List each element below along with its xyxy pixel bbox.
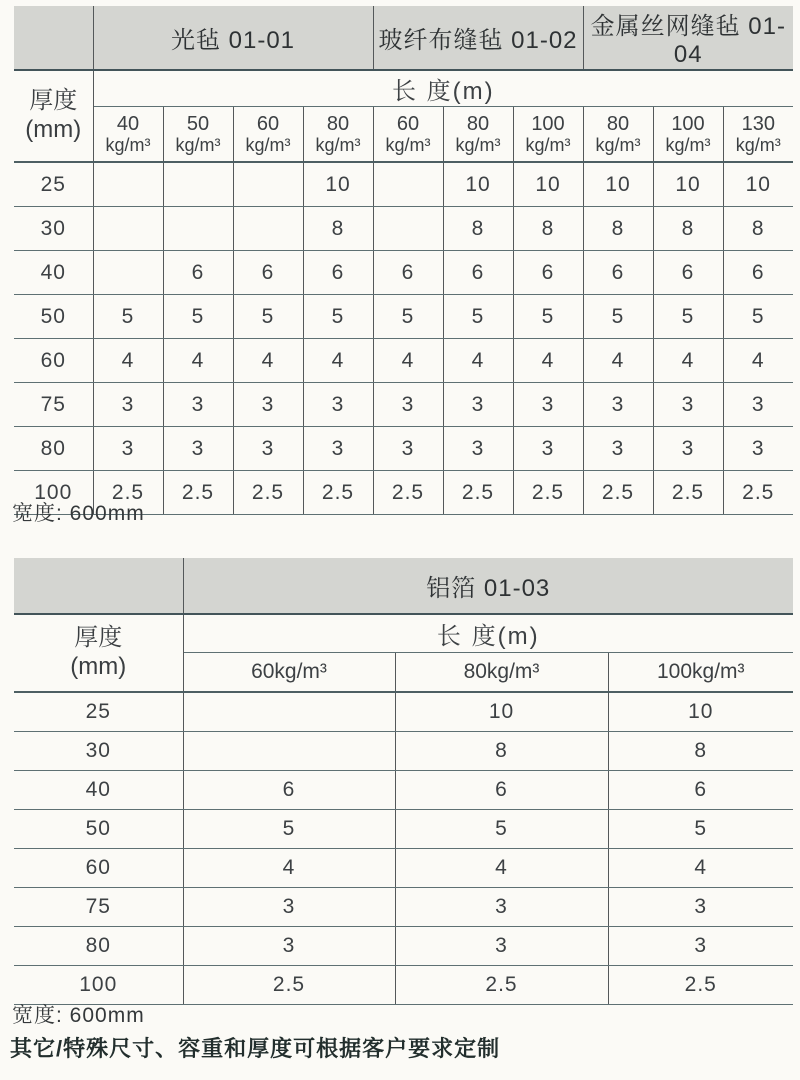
table-row — [14, 383, 793, 427]
table-row — [14, 849, 793, 888]
value-cell: 6 — [723, 251, 793, 295]
length-header: 长 度(m) — [93, 70, 793, 107]
table-row — [14, 207, 793, 251]
value-cell: 6 — [653, 251, 723, 295]
value-cell: 2.5 — [373, 471, 443, 515]
value-cell: 3 — [93, 427, 163, 471]
table-row — [14, 339, 793, 383]
value-cell: 3 — [183, 927, 395, 966]
value-cell: 8 — [653, 207, 723, 251]
thickness-cell: 75 — [14, 383, 93, 427]
value-cell — [183, 732, 395, 771]
value-cell — [93, 162, 163, 207]
value-cell: 3 — [163, 383, 233, 427]
length-header: 长 度(m) — [183, 614, 793, 653]
value-cell: 5 — [303, 295, 373, 339]
value-cell: 10 — [303, 162, 373, 207]
density-header-row — [14, 107, 793, 163]
value-cell: 2.5 — [583, 471, 653, 515]
density-header: 130 kg/m³ — [723, 107, 793, 163]
value-cell — [373, 162, 443, 207]
value-cell: 2.5 — [303, 471, 373, 515]
value-cell: 4 — [395, 849, 608, 888]
value-cell: 4 — [653, 339, 723, 383]
value-cell: 6 — [443, 251, 513, 295]
density-header: 80 kg/m³ — [303, 107, 373, 163]
value-cell: 3 — [303, 383, 373, 427]
value-cell: 4 — [373, 339, 443, 383]
value-cell: 4 — [583, 339, 653, 383]
product-name-aluminum-foil: 铝箔 01-03 — [183, 558, 793, 614]
value-cell: 5 — [653, 295, 723, 339]
value-cell: 3 — [395, 888, 608, 927]
value-cell: 3 — [513, 427, 583, 471]
value-cell: 2.5 — [395, 966, 608, 1005]
value-cell: 3 — [723, 427, 793, 471]
product-name-glasscloth-felt: 玻纤布缝毡 01-02 — [373, 6, 583, 70]
product-header-row — [14, 558, 793, 614]
value-cell: 5 — [163, 295, 233, 339]
value-cell: 5 — [183, 810, 395, 849]
table-row — [14, 927, 793, 966]
value-cell: 4 — [93, 339, 163, 383]
density-header: 60 kg/m³ — [233, 107, 303, 163]
value-cell: 3 — [443, 427, 513, 471]
value-cell: 3 — [513, 383, 583, 427]
thickness-cell: 30 — [14, 732, 183, 771]
value-cell: 6 — [395, 771, 608, 810]
density-header: 60kg/m³ — [183, 653, 395, 693]
thickness-header — [14, 70, 93, 162]
table-row — [14, 810, 793, 849]
value-cell: 4 — [303, 339, 373, 383]
value-cell: 10 — [608, 692, 793, 732]
value-cell: 2.5 — [723, 471, 793, 515]
value-cell: 2.5 — [513, 471, 583, 515]
thickness-cell: 30 — [14, 207, 93, 251]
density-header: 80 kg/m³ — [443, 107, 513, 163]
length-header-row — [14, 70, 793, 107]
thickness-label: 厚度 — [74, 624, 123, 652]
value-cell — [93, 207, 163, 251]
width-note-table2: 宽度: 600mm — [12, 1004, 145, 1027]
thickness-cell: 80 — [14, 427, 93, 471]
footer-note: 其它/特殊尺寸、容重和厚度可根据客户要求定制 — [10, 1036, 501, 1061]
value-cell: 2.5 — [93, 471, 163, 515]
value-cell: 2.5 — [183, 966, 395, 1005]
value-cell: 3 — [443, 383, 513, 427]
value-cell: 5 — [723, 295, 793, 339]
product-name-wiremesh-felt: 金属丝网缝毡 01-04 — [583, 6, 793, 70]
value-cell: 2.5 — [608, 966, 793, 1005]
value-cell: 2.5 — [163, 471, 233, 515]
thickness-cell: 40 — [14, 771, 183, 810]
table-row — [14, 295, 793, 339]
value-cell: 3 — [608, 888, 793, 927]
value-cell: 8 — [395, 732, 608, 771]
density-header: 100 kg/m³ — [513, 107, 583, 163]
value-cell: 6 — [303, 251, 373, 295]
value-cell: 5 — [443, 295, 513, 339]
felt-spec-table — [14, 6, 793, 515]
thickness-header — [14, 614, 183, 692]
value-cell: 4 — [513, 339, 583, 383]
value-cell: 5 — [373, 295, 443, 339]
value-cell: 5 — [608, 810, 793, 849]
thickness-cell: 50 — [14, 295, 93, 339]
thickness-label: 厚度 — [29, 87, 78, 115]
value-cell: 6 — [163, 251, 233, 295]
thickness-cell: 50 — [14, 810, 183, 849]
value-cell: 3 — [608, 927, 793, 966]
value-cell: 2.5 — [443, 471, 513, 515]
value-cell: 8 — [608, 732, 793, 771]
value-cell: 4 — [233, 339, 303, 383]
value-cell — [163, 162, 233, 207]
aluminum-foil-spec-table — [14, 558, 793, 1005]
value-cell — [163, 207, 233, 251]
value-cell: 3 — [233, 383, 303, 427]
width-note-table1: 宽度: 600mm — [12, 502, 145, 525]
value-cell: 8 — [583, 207, 653, 251]
value-cell: 4 — [723, 339, 793, 383]
thickness-cell: 100 — [14, 966, 183, 1005]
table-row — [14, 771, 793, 810]
density-header: 50 kg/m³ — [163, 107, 233, 163]
value-cell: 2.5 — [233, 471, 303, 515]
value-cell: 2.5 — [653, 471, 723, 515]
value-cell: 6 — [608, 771, 793, 810]
value-cell: 10 — [723, 162, 793, 207]
value-cell: 5 — [93, 295, 163, 339]
density-header: 40 kg/m³ — [93, 107, 163, 163]
value-cell: 8 — [443, 207, 513, 251]
table-row — [14, 732, 793, 771]
product-header-row — [14, 6, 793, 70]
table-row — [14, 162, 793, 207]
value-cell: 3 — [183, 888, 395, 927]
value-cell: 3 — [373, 383, 443, 427]
value-cell: 10 — [395, 692, 608, 732]
value-cell: 4 — [443, 339, 513, 383]
thickness-cell: 25 — [14, 162, 93, 207]
value-cell: 10 — [513, 162, 583, 207]
value-cell: 5 — [513, 295, 583, 339]
value-cell: 4 — [163, 339, 233, 383]
value-cell — [233, 207, 303, 251]
value-cell: 5 — [233, 295, 303, 339]
value-cell: 3 — [723, 383, 793, 427]
value-cell: 6 — [513, 251, 583, 295]
density-header: 80 kg/m³ — [583, 107, 653, 163]
thickness-cell: 60 — [14, 339, 93, 383]
value-cell: 3 — [653, 383, 723, 427]
value-cell — [373, 207, 443, 251]
value-cell: 8 — [303, 207, 373, 251]
value-cell — [93, 251, 163, 295]
value-cell: 8 — [513, 207, 583, 251]
thickness-cell: 80 — [14, 927, 183, 966]
value-cell: 6 — [583, 251, 653, 295]
density-header: 80kg/m³ — [395, 653, 608, 693]
density-header: 100kg/m³ — [608, 653, 793, 693]
value-cell — [233, 162, 303, 207]
length-header-row — [14, 614, 793, 653]
density-header: 100 kg/m³ — [653, 107, 723, 163]
corner-cell — [14, 558, 183, 614]
value-cell: 3 — [93, 383, 163, 427]
value-cell: 6 — [373, 251, 443, 295]
value-cell: 3 — [233, 427, 303, 471]
value-cell: 5 — [395, 810, 608, 849]
thickness-cell: 100 — [14, 471, 93, 515]
thickness-cell: 60 — [14, 849, 183, 888]
thickness-cell: 25 — [14, 692, 183, 732]
table-row — [14, 888, 793, 927]
product-name-plain-felt: 光毡 01-01 — [93, 6, 373, 70]
value-cell: 10 — [443, 162, 513, 207]
value-cell: 5 — [583, 295, 653, 339]
table-row — [14, 692, 793, 732]
value-cell: 3 — [373, 427, 443, 471]
thickness-cell: 40 — [14, 251, 93, 295]
value-cell: 3 — [303, 427, 373, 471]
density-header: 60 kg/m³ — [373, 107, 443, 163]
table-row — [14, 427, 793, 471]
table-row — [14, 251, 793, 295]
value-cell: 6 — [183, 771, 395, 810]
value-cell: 3 — [583, 383, 653, 427]
value-cell: 3 — [163, 427, 233, 471]
value-cell: 4 — [183, 849, 395, 888]
value-cell: 4 — [608, 849, 793, 888]
thickness-cell: 75 — [14, 888, 183, 927]
thickness-unit: (mm) — [70, 653, 127, 680]
thickness-unit: (mm) — [25, 116, 82, 143]
value-cell — [183, 692, 395, 732]
corner-cell — [14, 6, 93, 70]
value-cell: 10 — [653, 162, 723, 207]
value-cell: 8 — [723, 207, 793, 251]
value-cell: 6 — [233, 251, 303, 295]
value-cell: 3 — [395, 927, 608, 966]
value-cell: 10 — [583, 162, 653, 207]
value-cell: 3 — [583, 427, 653, 471]
value-cell: 3 — [653, 427, 723, 471]
